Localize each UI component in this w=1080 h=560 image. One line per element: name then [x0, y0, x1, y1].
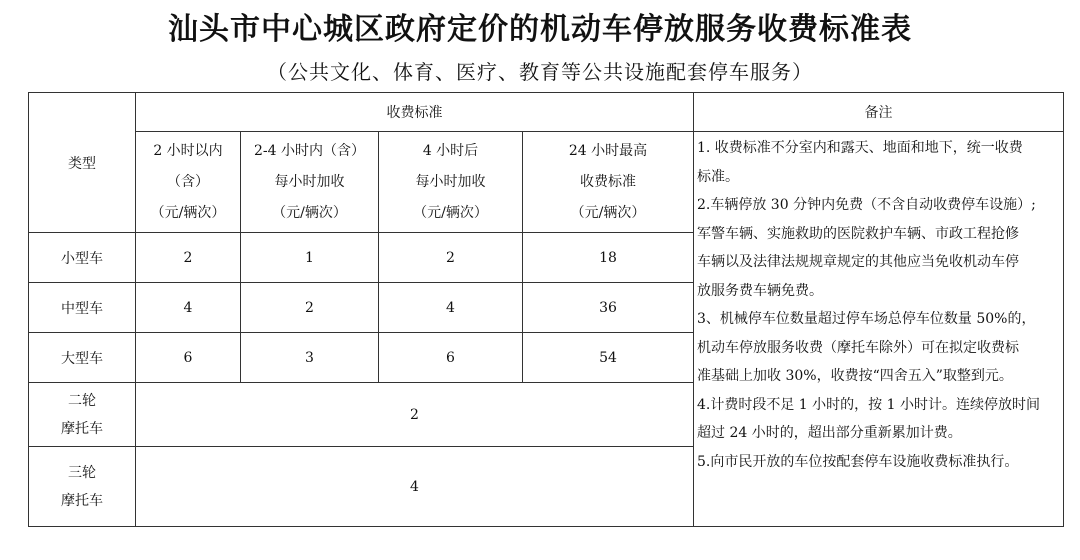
remark-line: 标准。 — [697, 168, 739, 185]
fee-cell: 4 — [136, 447, 694, 527]
fee-cell: 1 — [241, 233, 379, 283]
fee-cell: 18 — [523, 233, 694, 283]
fee-cell: 2 — [136, 383, 694, 447]
fee-table — [28, 92, 1064, 527]
remark-line: 机动车停放服务收费（摩托车除外）可在拟定收费标 — [697, 339, 1019, 356]
col-header-24h-max: 24 小时最高 收费标准 （元/辆次） — [523, 132, 694, 233]
fee-cell: 2 — [241, 283, 379, 333]
fee-cell: 6 — [136, 333, 241, 383]
vehicle-type-cell: 三轮 摩托车 — [29, 447, 136, 527]
header-row-1 — [29, 93, 1064, 132]
vehicle-type-cell: 小型车 — [29, 233, 136, 283]
fee-cell: 4 — [136, 283, 241, 333]
remark-line: 1. 收费标准不分室内和露天、地面和地下，统一收费 — [697, 140, 1023, 156]
remark-line: 军警车辆、实施救助的医院救护车辆、市政工程抢修 — [697, 225, 1019, 242]
page-subtitle: （公共文化、体育、医疗、教育等公共设施配套停车服务） — [267, 60, 813, 84]
vehicle-type-cell: 中型车 — [29, 283, 136, 333]
remark-line: 5.向市民开放的车位按配套停车设施收费标准执行。 — [697, 453, 1019, 470]
col-header-2-4h: 2-4 小时内（含） 每小时加收 （元/辆次） — [241, 132, 379, 233]
vehicle-type-cell: 大型车 — [29, 333, 136, 383]
remark-line: 车辆以及法律法规规章规定的其他应当免收机动车停 — [697, 254, 1019, 270]
remark-line: 4.计费时段不足 1 小时的，按 1 小时计。连续停放时间 — [697, 396, 1040, 413]
fee-standard-header: 收费标准 — [136, 93, 694, 132]
page-title: 汕头市中心城区政府定价的机动车停放服务收费标准表 — [168, 12, 912, 47]
fee-cell: 2 — [379, 233, 523, 283]
fee-cell: 2 — [136, 233, 241, 283]
remark-line: 超过 24 小时的，超出部分重新累加计费。 — [697, 425, 962, 441]
remark-line: 放服务费车辆免费。 — [697, 282, 823, 299]
remarks-cell — [694, 132, 1064, 527]
fee-cell: 36 — [523, 283, 694, 333]
remark-line: 2.车辆停放 30 分钟内免费（不含自动收费停车设施）; — [697, 197, 1036, 213]
col-header-after-4h: 4 小时后 每小时加收 （元/辆次） — [379, 132, 523, 233]
col-header-within-2h: 2 小时以内 （含） （元/辆次） — [136, 132, 241, 233]
type-header: 类型 — [29, 93, 136, 233]
fee-cell: 4 — [379, 283, 523, 333]
vehicle-type-cell: 二轮 摩托车 — [29, 383, 136, 447]
remark-line: 准基础上加收 30%，收费按“四舍五入”取整到元。 — [697, 368, 1013, 384]
remark-line: 3、机械停车位数量超过停车场总停车位数量 50%的， — [697, 311, 1036, 327]
remarks-header: 备注 — [694, 93, 1064, 132]
header-row-2 — [29, 132, 1064, 233]
fee-cell: 54 — [523, 333, 694, 383]
fee-cell: 3 — [241, 333, 379, 383]
fee-cell: 6 — [379, 333, 523, 383]
